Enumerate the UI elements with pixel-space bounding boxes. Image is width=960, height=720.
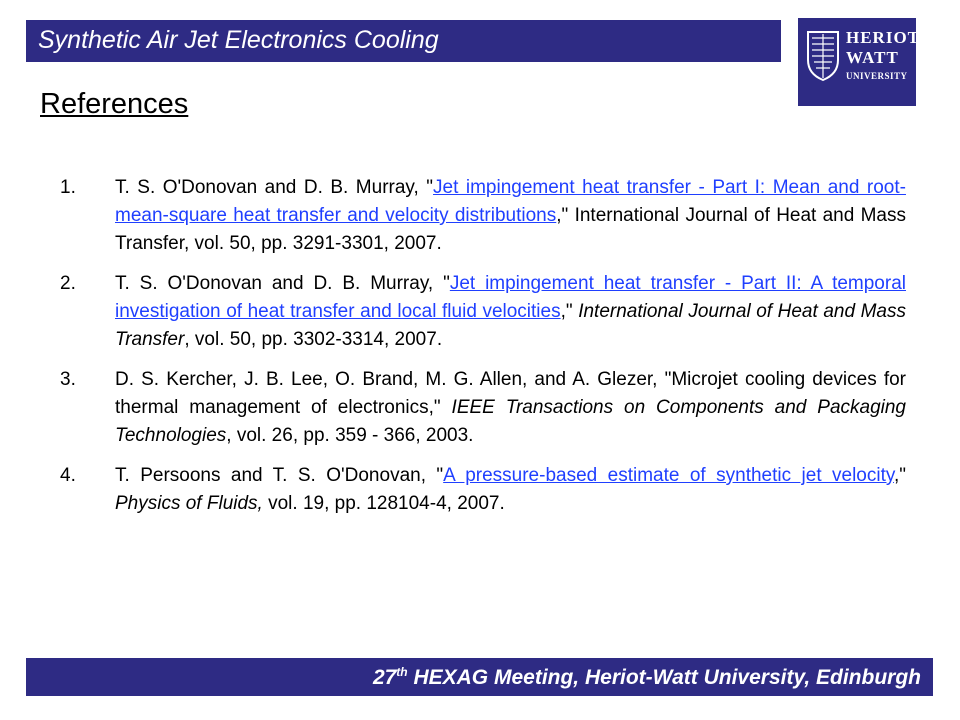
footer-text xyxy=(373,665,921,690)
reference-authors: D. S. Kercher, J. B. Lee, O. Brand, M. G. Allen, and A. Glezer, "Microjet cooling devices for thermal management of electronics," xyxy=(115,369,906,418)
footer-ordinal-suffix: th xyxy=(396,665,408,679)
header-bar xyxy=(26,20,781,62)
university-logo xyxy=(798,18,921,106)
reference-details: , vol. 50, pp. 3302-3314, 2007. xyxy=(184,329,443,350)
page-title: References xyxy=(40,88,189,120)
reference-number: 4. xyxy=(60,465,76,486)
reference-authors: T. S. O'Donovan and D. B. Murray, " xyxy=(115,273,450,294)
footer-bar xyxy=(26,658,933,696)
reference-journal: Physics of Fluids, xyxy=(115,493,263,514)
reference-link[interactable]: Jet impingement heat transfer - Part II: A temporal investigation of heat transfer and local fluid velocities xyxy=(115,273,906,322)
shield-icon xyxy=(806,30,840,82)
reference-details: vol. 19, pp. 128104-4, 2007. xyxy=(262,493,505,514)
reference-link[interactable]: Jet impingement heat transfer - Part I: Mean and root-mean-square heat transfer and velocity distributions xyxy=(115,177,906,226)
header-title: Synthetic Air Jet Electronics Cooling xyxy=(38,26,439,54)
reference-journal: International Journal of Heat and Mass Transfer xyxy=(115,301,906,350)
reference-list xyxy=(60,174,906,530)
footer-ordinal: 27 xyxy=(372,666,397,689)
reference-item xyxy=(60,366,906,450)
reference-details: , vol. 50, pp. 3291-3301, 2007. xyxy=(184,233,442,254)
footer-event: HEXAG Meeting, Heriot-Watt University, Edinburgh xyxy=(407,666,921,689)
reference-item xyxy=(60,174,906,258)
logo-text-line1: HERIOT xyxy=(846,28,921,47)
reference-item xyxy=(60,270,906,354)
reference-link[interactable]: A pressure-based estimate of synthetic jet velocity xyxy=(443,465,894,486)
reference-authors: T. Persoons and T. S. O'Donovan, " xyxy=(115,465,444,486)
logo-text-line2: WATT xyxy=(846,48,899,67)
reference-details: , vol. 26, pp. 359 - 366, 2003. xyxy=(226,425,474,446)
reference-separator: ," xyxy=(556,205,575,226)
reference-journal: IEEE Transactions on Components and Packaging Technologies xyxy=(115,397,906,446)
reference-separator: ," xyxy=(893,465,906,486)
reference-number: 1. xyxy=(60,177,76,198)
reference-number: 3. xyxy=(60,369,76,390)
reference-journal: International Journal of Heat and Mass Transfer xyxy=(115,205,907,254)
reference-authors: T. S. O'Donovan and D. B. Murray, " xyxy=(115,177,434,198)
reference-separator: ," xyxy=(560,301,579,322)
logo-text-line3: UNIVERSITY xyxy=(846,71,908,81)
reference-item xyxy=(60,462,906,518)
reference-number: 2. xyxy=(60,273,76,294)
